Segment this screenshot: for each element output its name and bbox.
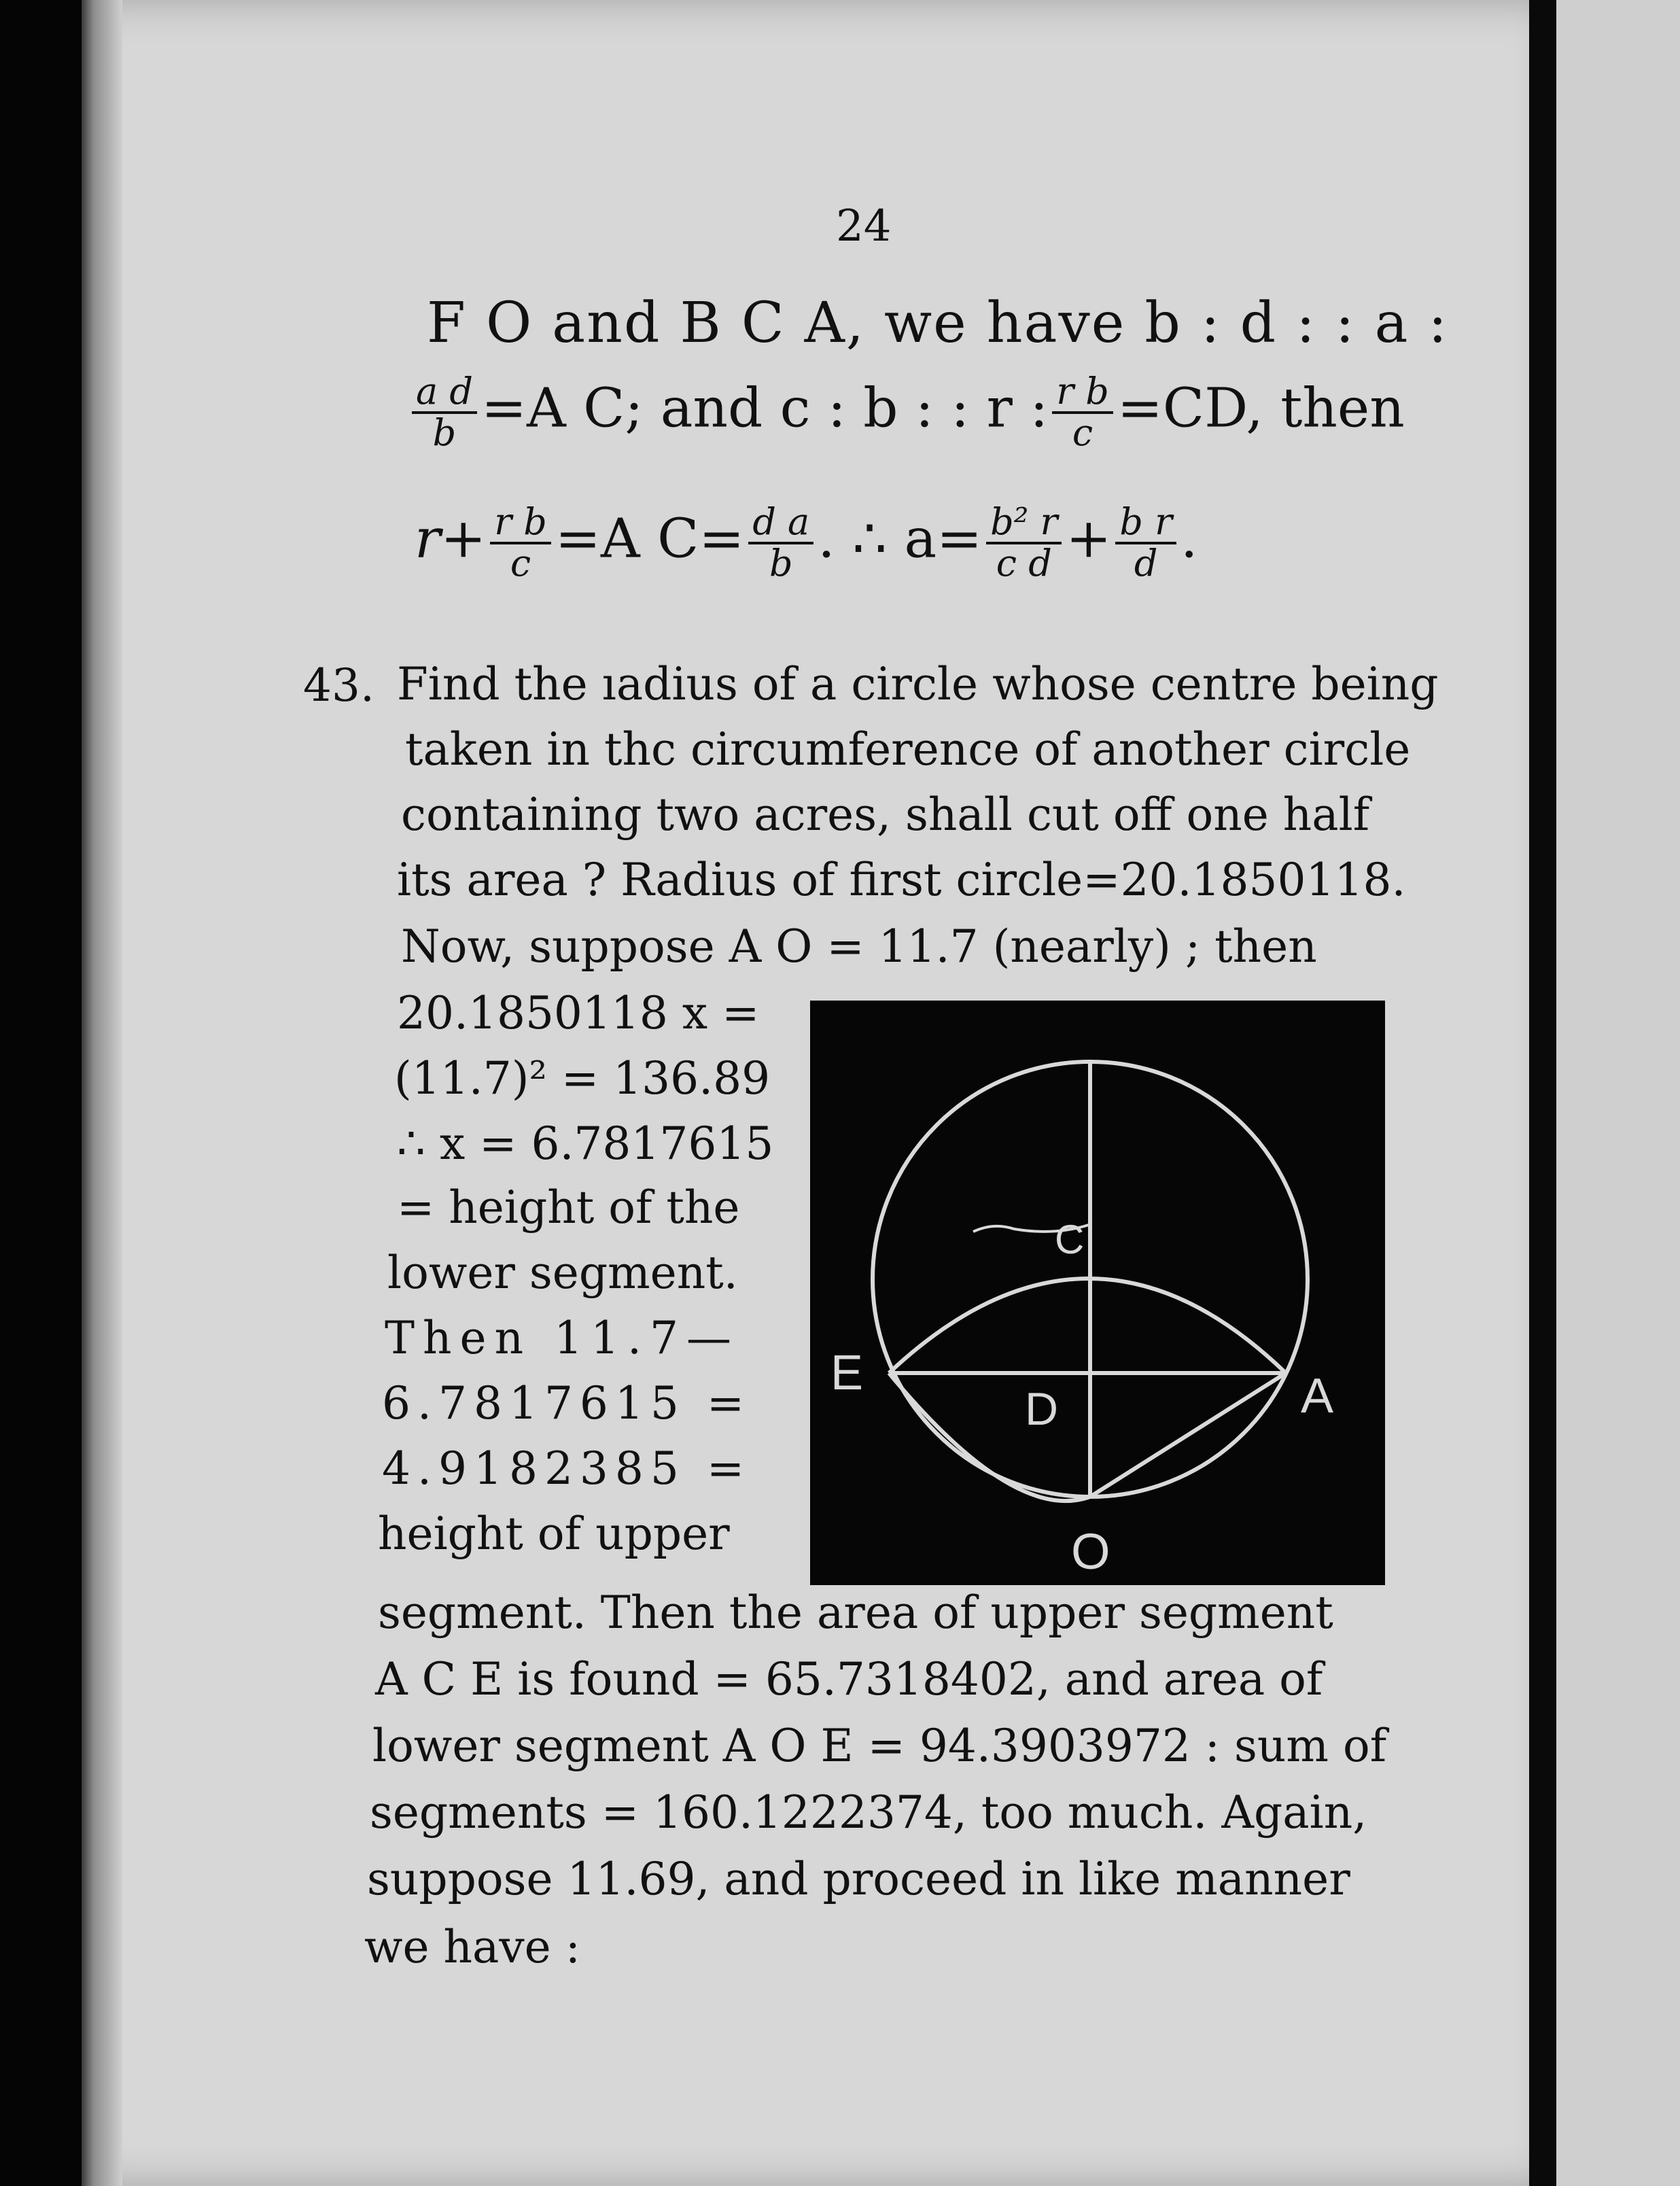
problem-line: A C E is found = 65.7318402, and area of <box>375 1653 1323 1705</box>
problem-line: containing two acres, shall cut off one half <box>401 788 1370 841</box>
fraction-denominator: b <box>769 541 793 585</box>
equation-text: + <box>1066 506 1112 570</box>
arc-EO <box>889 1373 1090 1501</box>
problem-line-narrow: (11.7)² = 136.89 <box>394 1052 771 1105</box>
label-E: E <box>830 1346 864 1400</box>
problem-line: taken in thc circumference of another circle <box>405 723 1411 776</box>
problem-line: its area ? Radius of first circle=20.1850118. <box>397 854 1406 906</box>
label-A: A <box>1301 1369 1334 1423</box>
label-D: D <box>1025 1383 1059 1435</box>
fraction-denominator: c <box>510 541 531 585</box>
fraction-denominator: b <box>432 411 457 454</box>
fraction-denominator: c <box>1072 411 1093 454</box>
problem-line: segments = 160.1222374, too much. Again, <box>370 1786 1367 1839</box>
scan-border-right <box>1529 0 1556 2186</box>
equation-text: r+ <box>415 506 487 570</box>
page-number: 24 <box>836 201 892 251</box>
continuation-line-3 <box>415 500 1198 585</box>
problem-line-narrow: height of upper <box>378 1508 730 1560</box>
problem-line-narrow: ∴ x = 6.7817615 <box>397 1117 774 1170</box>
equation-text: =CD, then <box>1117 376 1405 440</box>
problem-line: segment. Then the area of upper segment <box>378 1586 1333 1639</box>
problem-line-narrow: 6.7817615 = <box>382 1377 752 1429</box>
fraction-b2r-over-cd <box>986 500 1062 585</box>
problem-line: Find the ıadius of a circle whose centre being <box>397 658 1439 710</box>
problem-line-narrow: 4.9182385 = <box>382 1442 752 1495</box>
fraction-denominator: c d <box>996 541 1052 585</box>
problem-number: 43. <box>303 659 374 712</box>
fraction-ad-over-b <box>412 372 477 452</box>
problem-line: suppose 11.69, and proceed in like manner <box>367 1853 1350 1905</box>
fraction-br-over-d <box>1115 500 1176 585</box>
continuation-line-1: F O and B C A, we have b : d : : a : <box>427 291 1449 355</box>
fraction-rb-over-c <box>1052 372 1113 452</box>
equation-text: . ∴ a= <box>818 506 983 570</box>
fraction-numerator: r b <box>1052 372 1113 414</box>
fraction-da-over-b <box>748 500 813 585</box>
adjacent-page-edge <box>1556 0 1680 2186</box>
fraction-numerator: b r <box>1115 503 1176 544</box>
fraction-numerator: a d <box>412 372 477 414</box>
circle-diagram <box>810 1001 1385 1585</box>
geometry-figure <box>810 1001 1385 1585</box>
line-OA <box>1090 1373 1286 1497</box>
equation-text: =A C= <box>555 506 745 570</box>
equation-text: =A C; and c : b : : r : <box>480 376 1049 440</box>
fraction-rb-over-c <box>490 500 551 585</box>
fraction-denominator: d <box>1134 541 1158 585</box>
continuation-line-2 <box>408 372 1405 452</box>
fraction-numerator: r b <box>490 503 551 544</box>
problem-line: lower segment A O E = 94.3903972 : sum of <box>372 1720 1387 1772</box>
fraction-numerator: b² r <box>986 503 1062 544</box>
fraction-numerator: d a <box>748 503 813 544</box>
page-gutter-shadow <box>82 0 122 2186</box>
problem-line: Now, suppose A O = 11.7 (nearly) ; then <box>401 920 1317 973</box>
problem-line: we have : <box>364 1921 580 1973</box>
label-C: C <box>1055 1217 1085 1262</box>
problem-line-narrow: Then 11.7— <box>385 1312 740 1364</box>
scan-border-left <box>0 0 82 2186</box>
problem-line-narrow: = height of the <box>397 1181 740 1234</box>
problem-line-narrow: lower segment. <box>387 1247 738 1299</box>
problem-line-narrow: 20.1850118 x = <box>397 987 760 1039</box>
arc-ECA <box>889 1279 1286 1373</box>
label-O: O <box>1071 1523 1110 1580</box>
equation-text: . <box>1180 506 1198 570</box>
